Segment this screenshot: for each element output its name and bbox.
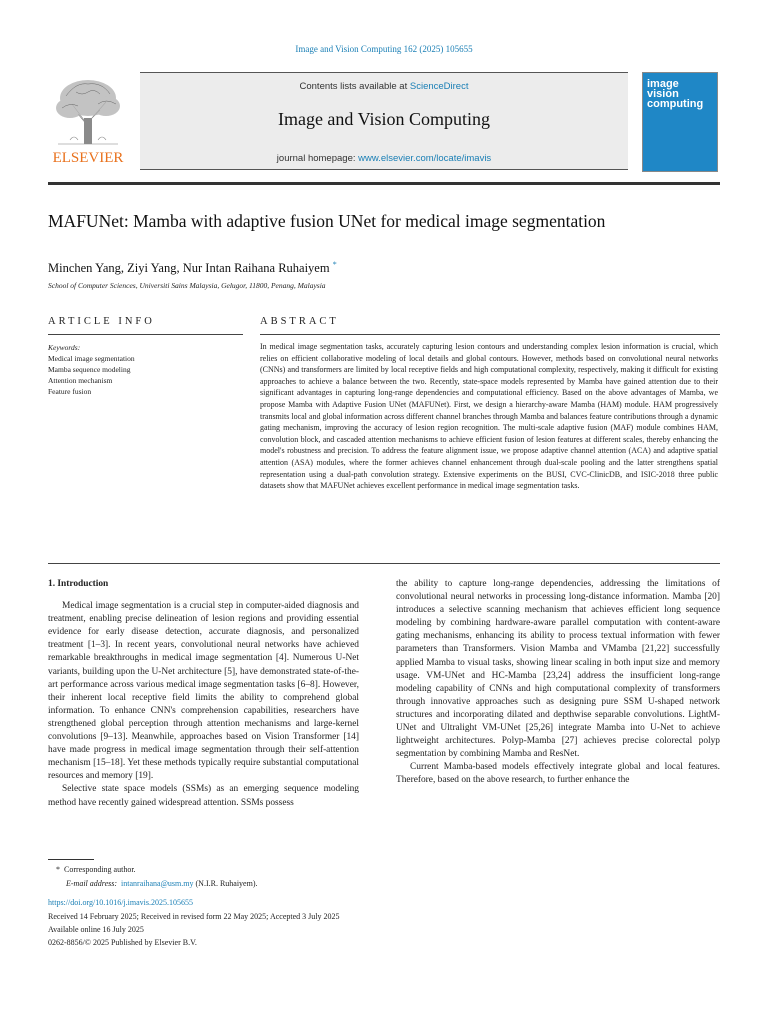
keyword-item: Feature fusion: [48, 387, 92, 396]
elsevier-logo: [48, 74, 128, 166]
keyword-item: Attention mechanism: [48, 376, 113, 385]
corresponding-author-mark[interactable]: *: [332, 260, 337, 269]
affiliation: School of Computer Sciences, Universiti Sains Malaysia, Gelugor, 11800, Penang, Malaysia: [48, 281, 326, 290]
keyword-item: Medical image segmentation: [48, 354, 135, 363]
authors-text: Minchen Yang, Ziyi Yang, Nur Intan Raihana Ruhaiyem: [48, 261, 330, 276]
homepage-prefix: journal homepage:: [276, 153, 359, 164]
email-link[interactable]: intanraihana@usm.my: [121, 879, 194, 888]
copyright-line: 0262-8856/© 2025 Published by Elsevier B.V.: [48, 938, 197, 947]
footnote-mark: *: [56, 865, 60, 874]
section-heading: 1. Introduction: [48, 579, 109, 589]
abstract-bottom-divider: [48, 563, 720, 564]
doi-link[interactable]: https://doi.org/10.1016/j.imavis.2025.105655: [48, 898, 193, 907]
email-footnote: [66, 879, 258, 888]
abstract-text: In medical image segmentation tasks, accurately capturing lesion contours and understanding complex lesion information is crucial, which relies on efficient collaborative modeling of local details and global contours. However, methods based on convolutional neural networks (CNNs) and transformers are limited by local receptive fields and high computational complexity, respectively, making it difficult for existing approaches to achieve a balance between the two. Recently, state-space models represented by Mamba have gained attention due to their significant advantages in capturing long-range dependencies and computational efficiency. Based on the above advantages of Mamba, we propose Mamba with Adaptive Fusion UNet (MAFUNet). First, we design a hierarchy-aware Mamba (HAM) module. HAM progressively transmits local and global information across different channel branches through Mamba and balances feature contributions through a dynamic gating mechanism, improving the accuracy of lesion region recognition. The multi-scale adaptive fusion (MAF) module combines HAM, convolution block, and cascaded attention mechanisms to achieve efficient fusion of lesion features at different scales, thereby enhancing the model's robustness and precision. To address the feature alignment issue, we propose adaptive channel attention (ACA) and adaptive spatial attention (ASA) modules, where the former achieves channel enhancement through dual-scale pooling and the latter strengthens spatial representation using a dual-path convolution strategy. Extensive experiments on the BUSI, CVC-ClinicDB, and ISIC-2018 three public datasets show that MAFUNet achieves excellent performance in medical image segmentation tasks.: [260, 342, 718, 491]
author-list: [48, 260, 337, 276]
body-paragraph: Medical image segmentation is a crucial step in computer-aided diagnosis and treatment, enabling precise delineation of lesion regions and providing essential evidence for early disease detection, accurate diagnosis, and personalized treatment [1–3]. In recent years, convolutional neural networks have achieved remarkable breakthroughs in medical image segmentation [4]. Numerous U-Net variants, building upon the U-Net architecture [5], have demonstrated state-of-the-art performance across various medical image segmentation tasks [6–8]. However, their inherent local receptive field limits the ability to comprehend global information. To enhance CNN's comprehension capabilities, researchers have strengthened global perception through attention mechanisms and large-kernel convolutions [9–13]. Meanwhile, approaches based on Vision Transformer [14] have made progress in medical image segmentation through their self-attention mechanism [15–18]. Yet these methods typically require substantial computational resources and memory [19].: [48, 601, 359, 782]
keywords-label: Keywords:: [48, 343, 81, 352]
cover-title: image vision computing: [647, 78, 704, 110]
abstract-divider: [260, 334, 720, 335]
corresponding-label: Corresponding author.: [64, 865, 136, 874]
article-info-divider: [48, 334, 243, 335]
body-column-right: [396, 578, 720, 788]
journal-citation[interactable]: Image and Vision Computing 162 (2025) 105655: [295, 44, 473, 54]
masthead-divider: [48, 182, 720, 185]
sciencedirect-link[interactable]: ScienceDirect: [409, 81, 469, 92]
body-column-left: [48, 578, 359, 810]
body-paragraph: the ability to capture long-range dependencies, addressing the limitations of convolutional neural networks in processing long-distance information. Mamba [20] introduces a selective scanning mechanism that achieves efficient long sequence modeling by combining hardware-aware parallel computation with content-aware gating mechanisms, enhancing its ability to process textual information with fewer parameters than Transformers. Vision Mamba and VMamba [21,22] successfully applied Mamba to visual tasks, showing linear scaling in both input size and memory usage. VM-UNet and HC-Mamba [23,24] address the insufficient long-range modeling capability of CNNs and high computational complexity of transformers through innovative approaches such as designing pure SSM U-shaped network structures and incorporating dilated and depthwise separable convolutions. LightM-UNet and Ultralight VM-UNet [25,26] integrate Mamba into U-Net to achieve lightweight architectures. Polyp-Mamba [27] achieves precise colorectal polyp segmentation by combining Mamba and ResNet.: [396, 579, 720, 760]
keywords-block: [48, 342, 243, 397]
email-owner: (N.I.R. Ruhaiyem).: [195, 879, 258, 888]
journal-header: [140, 72, 628, 170]
contents-prefix: Contents lists available at: [299, 81, 410, 92]
tree-icon: [48, 74, 128, 166]
contents-line: [140, 81, 628, 92]
footnote-divider: [48, 859, 94, 860]
keyword-item: Mamba sequence modeling: [48, 365, 131, 374]
journal-name: Image and Vision Computing: [277, 109, 491, 129]
received-dates: Received 14 February 2025; Received in revised form 22 May 2025; Accepted 3 July 2025: [48, 912, 340, 921]
article-info-heading: ARTICLE INFO: [48, 316, 155, 327]
publisher-wordmark: ELSEVIER: [52, 150, 124, 166]
homepage-link[interactable]: www.elsevier.com/locate/imavis: [358, 153, 492, 164]
body-paragraph: Current Mamba-based models effectively integrate global and local features. Therefore, based on the above research, to further enhance the: [396, 762, 720, 786]
corresponding-footnote: [56, 865, 136, 874]
journal-cover[interactable]: [642, 72, 718, 172]
email-label: E-mail address:: [66, 879, 118, 888]
homepage-line: [140, 153, 628, 164]
available-online: Available online 16 July 2025: [48, 925, 144, 934]
body-paragraph: Selective state space models (SSMs) as an emerging sequence modeling method have recently gained widespread attention. SSMs possess: [48, 784, 359, 808]
abstract-heading: ABSTRACT: [260, 316, 339, 327]
article-title: MAFUNet: Mamba with adaptive fusion UNet for medical image segmentation: [48, 211, 606, 231]
